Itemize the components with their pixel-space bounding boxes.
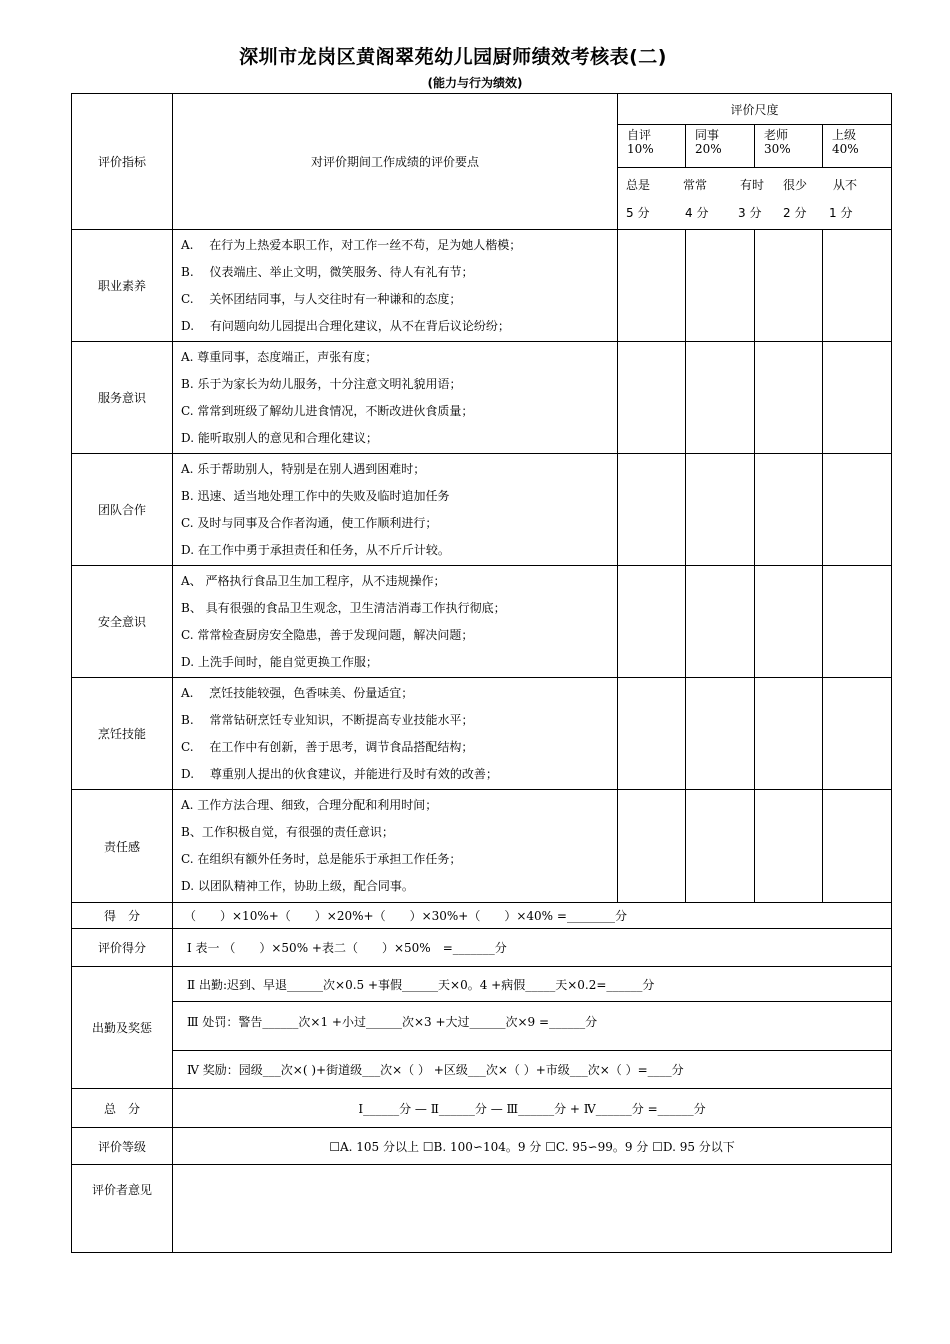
category-name: 烹饪技能 (72, 678, 173, 790)
source-supervisor (823, 125, 892, 168)
eval-score-formula[interactable]: Ⅰ 表一 （ ）×50% +表二（ ）×50% =_______分 (173, 929, 892, 967)
form-title: 深圳市龙岗区黄阁翠苑幼儿园厨师绩效考核表(二) (239, 46, 667, 68)
score-cell-teacher[interactable] (755, 678, 823, 790)
key-points-header: 对评价期间工作成绩的评价要点 (173, 94, 618, 230)
source-teacher (755, 125, 823, 168)
score-cell-colleague[interactable] (686, 342, 755, 454)
source-weight: 10% (627, 142, 654, 156)
frequency-label: 从不 (833, 178, 858, 192)
criterion: D. 有问题向幼儿园提出合理化建议，从不在背后议论纷纷； (181, 318, 510, 333)
criterion: A. 工作方法合理、细致，合理分配和利用时间； (181, 798, 438, 812)
category-row (72, 566, 892, 678)
criteria-list (173, 342, 618, 454)
score-row (72, 903, 892, 929)
frequency-label: 常常 (683, 178, 708, 192)
criterion: C. 关怀团结同事，与人交往时有一种谦和的态度； (181, 291, 462, 306)
frequency-label: 很少 (783, 178, 808, 192)
score-cell-self[interactable] (618, 454, 686, 566)
criterion: B. 仪表端庄、举止文明，微笑服务、待人有礼有节； (181, 264, 474, 279)
frequency-score: 3 分 (738, 206, 762, 220)
criteria-list (173, 566, 618, 678)
criterion: A. 烹饪技能较强，色香味美、份量适宜； (181, 685, 414, 700)
score-cell-teacher[interactable] (755, 566, 823, 678)
score-cell-self[interactable] (618, 566, 686, 678)
criterion: B. 迅速、适当地处理工作中的失败及临时追加任务 (181, 488, 450, 503)
penalty-line[interactable]: Ⅲ 处罚：警告______次×1 +小过______次×3 +大过______次×9 =______分 (173, 1002, 892, 1051)
criterion: C. 常常检查厨房安全隐患，善于发现问题，解决问题； (181, 627, 474, 642)
category-name: 职业素养 (72, 230, 173, 342)
score-cell-teacher[interactable] (755, 790, 823, 903)
criterion: A、 严格执行食品卫生加工程序，从不违规操作； (181, 573, 446, 588)
frequency-score: 2 分 (783, 206, 807, 220)
total-formula[interactable]: Ⅰ______分 — Ⅱ______分 — Ⅲ______分 + Ⅳ______分 =______分 (173, 1089, 892, 1128)
score-cell-teacher[interactable] (755, 454, 823, 566)
criterion: C. 在工作中有创新，善于思考，调节食品搭配结构； (181, 739, 474, 754)
criterion: A. 乐于帮助别人，特别是在别人遇到困难时； (181, 461, 426, 476)
frequency-label: 有时 (740, 178, 765, 192)
criterion: D. 上洗手间时，能自觉更换工作服； (181, 654, 378, 669)
source-weight: 30% (764, 142, 791, 156)
source-self (618, 125, 686, 168)
source-colleague (686, 125, 755, 168)
grade-row (72, 1128, 892, 1165)
criteria-list (173, 678, 618, 790)
score-cell-colleague[interactable] (686, 454, 755, 566)
score-cell-colleague[interactable] (686, 566, 755, 678)
attendance-label: 出勤及奖惩 (72, 967, 173, 1089)
grade-options[interactable]: ☐A. 105 分以上 ☐B. 100∽104。9 分 ☐C. 95∽99。9 分 ☐D. 95 分以下 (173, 1128, 892, 1165)
form-subtitle: (能力与行为绩效) (427, 76, 523, 90)
score-cell-supervisor[interactable] (823, 790, 892, 903)
score-cell-supervisor[interactable] (823, 230, 892, 342)
score-cell-teacher[interactable] (755, 230, 823, 342)
criterion: D. 能听取别人的意见和合理化建议； (181, 430, 378, 445)
grade-label: 评价等级 (72, 1128, 173, 1165)
criterion: B. 乐于为家长为幼儿服务，十分注意文明礼貌用语； (181, 376, 462, 391)
attendance-line[interactable]: Ⅱ 出勤:迟到、早退______次×0.5 +事假______天×0。4 +病假_____天×0.2=______分 (173, 967, 892, 1002)
criterion: D. 尊重别人提出的伙食建议，并能进行及时有效的改善； (181, 766, 498, 781)
frequency-scale (618, 168, 892, 230)
criterion: D. 在工作中勇于承担责任和任务，从不斤斤计较。 (181, 542, 450, 557)
score-cell-self[interactable] (618, 678, 686, 790)
category-row (72, 678, 892, 790)
score-cell-colleague[interactable] (686, 230, 755, 342)
source-name: 老师 (764, 128, 789, 142)
reward-line[interactable]: Ⅳ 奖励：园级___次×( )+街道级___次×（ ） +区级___次×（ ）+市级___次×（ ）=____分 (173, 1051, 892, 1089)
opinion-row (72, 1165, 892, 1253)
category-name: 服务意识 (72, 342, 173, 454)
criteria-list (173, 230, 618, 342)
score-cell-teacher[interactable] (755, 342, 823, 454)
category-row (72, 454, 892, 566)
criterion: B. 常常钻研烹饪专业知识，不断提高专业技能水平； (181, 712, 474, 727)
score-cell-supervisor[interactable] (823, 342, 892, 454)
score-cell-self[interactable] (618, 230, 686, 342)
frequency-score: 5 分 (626, 206, 650, 220)
criterion: A. 在行为上热爱本职工作，对工作一丝不苟，足为她人楷模； (181, 237, 522, 252)
score-cell-supervisor[interactable] (823, 678, 892, 790)
category-name: 安全意识 (72, 566, 173, 678)
score-formula[interactable]: （ ）×10%+（ ）×20%+（ ）×30%+（ ）×40% =________分 (173, 903, 892, 929)
source-name: 上级 (832, 128, 857, 142)
score-label: 得 分 (72, 903, 173, 929)
eval-score-label: 评价得分 (72, 929, 173, 967)
eval-score-row (72, 929, 892, 967)
source-weight: 40% (832, 142, 859, 156)
attendance-row (72, 967, 892, 1002)
criteria-list (173, 790, 618, 903)
criterion: C. 及时与同事及合作者沟通，使工作顺利进行； (181, 515, 438, 530)
category-row (72, 342, 892, 454)
opinion-label: 评价者意见 (72, 1165, 173, 1253)
category-row (72, 230, 892, 342)
criterion: B、 具有很强的食品卫生观念，卫生清洁消毒工作执行彻底； (181, 600, 506, 615)
indicator-header: 评价指标 (72, 94, 173, 230)
score-cell-self[interactable] (618, 790, 686, 903)
score-cell-colleague[interactable] (686, 790, 755, 903)
source-name: 同事 (695, 128, 720, 142)
score-cell-supervisor[interactable] (823, 454, 892, 566)
frequency-score: 1 分 (829, 206, 853, 220)
source-weight: 20% (695, 142, 722, 156)
scale-title: 评价尺度 (618, 94, 892, 125)
total-row (72, 1089, 892, 1128)
appraisal-table (71, 93, 892, 1253)
category-name: 团队合作 (72, 454, 173, 566)
source-name: 自评 (627, 128, 652, 142)
opinion-field[interactable] (173, 1165, 892, 1253)
criterion: A. 尊重同事，态度端正，声张有度； (181, 349, 378, 364)
frequency-score: 4 分 (685, 206, 709, 220)
score-cell-supervisor[interactable] (823, 566, 892, 678)
criterion: B、工作积极自觉，有很强的责任意识； (181, 825, 394, 839)
criterion: C. 常常到班级了解幼儿进食情况，不断改进伙食质量； (181, 403, 474, 418)
penalty-row (72, 1002, 892, 1051)
reward-row (72, 1051, 892, 1089)
frequency-label: 总是 (626, 178, 651, 192)
category-row (72, 790, 892, 903)
criteria-list (173, 454, 618, 566)
score-cell-self[interactable] (618, 342, 686, 454)
criterion: C. 在组织有额外任务时，总是能乐于承担工作任务； (181, 852, 462, 866)
total-label: 总 分 (72, 1089, 173, 1128)
criterion: D. 以团队精神工作，协助上级，配合同事。 (181, 879, 414, 893)
score-cell-colleague[interactable] (686, 678, 755, 790)
category-name: 责任感 (72, 790, 173, 903)
